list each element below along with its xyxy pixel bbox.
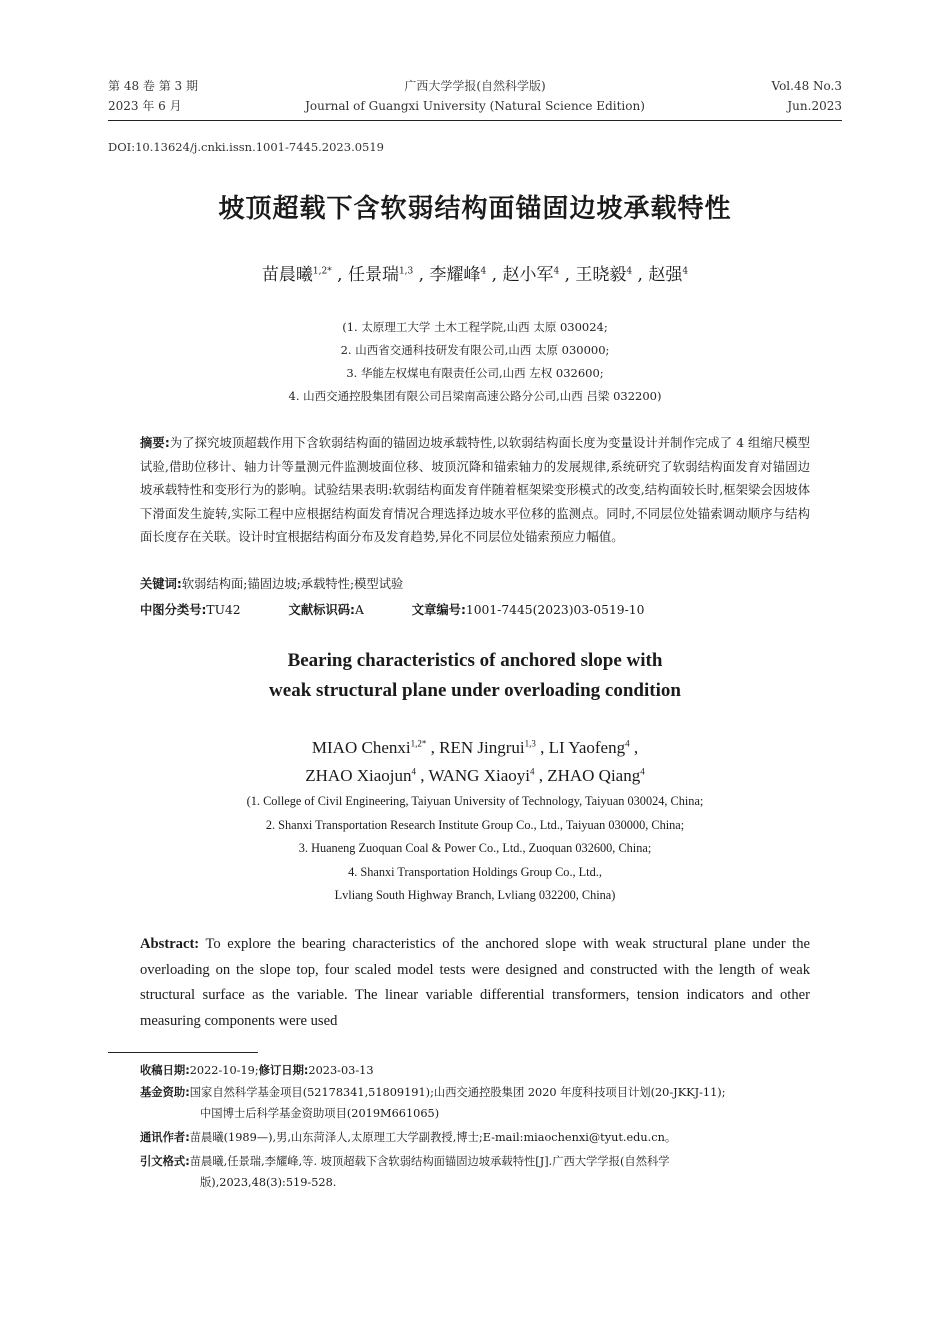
doc-code-value: A <box>354 603 364 617</box>
paper-title-cn: 坡顶超载下含软弱结构面锚固边坡承载特性 <box>218 194 732 224</box>
keywords-label: 关键词: <box>140 577 182 591</box>
classification-line <box>140 600 840 618</box>
publish-date-en: Jun.2023 <box>787 99 842 113</box>
authors-line: ZHAO Xiaojun$^4$ , WANG Xiaoyi$^4$ , ZHAO Qiang$^4$ <box>305 766 645 785</box>
authors-cn: 苗晨曦$^{1,2*}$ , 任景瑞$^{1,3}$ , 李耀峰$^4$ , 赵小军$^4$ , 王晓毅$^4$ , 赵强$^4$ <box>261 265 689 285</box>
article-number-value: 1001-7445(2023)03-0519-10 <box>465 603 645 617</box>
footnote-rule <box>108 1052 258 1053</box>
abstract-text-cn: 为了探究坡顶超载作用下含软弱结构面的锚固边坡承载特性,以软弱结构面长度为变量设计并制作完成了 4 组缩尺模型试验,借助位移计、轴力计等量测元件监测坡面位移、坡顶沉降和锚索轴力的发展规律,系统研究了软弱结构面发育对锚固边坡承载特性和变形行为的影响。试验结果表明:软弱结构面发育伴随着框架梁变形模式的改变,结构面较长时,框架梁会因坡体下滑面发生旋转,实际工程中应根据结构面发育情况合理选择边坡水平位移的监测点。同时,不同层位处锚索调动顺序与结构面长度存在关联。设计时宜根据结构面分布及发育趋势,异化不同层位处锚索预应力幅值。 <box>140 436 810 544</box>
author: ZHAO Qiang$^4$ <box>547 766 645 785</box>
doc-code-label: 文献标识码: <box>288 603 355 617</box>
affiliation: 4. 山西交通控股集团有限公司吕梁南高速公路分公司,山西 吕梁 032200) <box>288 389 662 403</box>
received-date: 2022-10-19; <box>189 1064 259 1077</box>
publish-date: 2023 年 6 月 <box>108 99 182 113</box>
author: ZHAO Xiaojun$^4$ <box>305 766 416 785</box>
clc-label: 中图分类号: <box>140 603 207 617</box>
title-line: Bearing characteristics of anchored slope with <box>287 650 663 671</box>
header-center <box>108 76 842 116</box>
citation-label: 引文格式: <box>140 1155 190 1168</box>
fund-text: 中国博士后科学基金资助项目(2019M661065) <box>200 1107 440 1120</box>
abstract-label-cn: 摘要: <box>140 436 170 450</box>
clc-group <box>140 603 241 617</box>
author: MIAO Chenxi$^{1,2*}$ <box>311 738 427 757</box>
paper-title-en <box>0 646 950 706</box>
revised-label: 修订日期: <box>258 1064 309 1077</box>
running-header <box>108 76 842 121</box>
volume-issue-en: Vol.48 No.3 <box>771 79 842 93</box>
author: 王晓毅$^4$ <box>575 265 633 285</box>
abstract-en <box>140 932 810 1034</box>
affiliation: 4. Shanxi Transportation Holdings Group Co., Ltd., <box>348 864 602 879</box>
footnote-corresponding <box>140 1127 845 1148</box>
author: 苗晨曦$^{1,2*}$ <box>261 265 332 285</box>
affiliation: 2. 山西省交通科技研发有限公司,山西 太原 030000; <box>340 343 610 357</box>
author: 赵强$^4$ <box>648 265 689 285</box>
affiliations-cn <box>0 316 950 408</box>
volume-issue: 第 48 卷 第 3 期 <box>108 79 198 93</box>
citation-text: 版),2023,48(3):519-528. <box>200 1176 337 1189</box>
abstract-text-en: To explore the bearing characteristics of the anchored slope with weak structural plane under the overloading on the slope top, four scaled model tests were designed and constructed with the length of weak structural surface as the variable. The linear variable differential transformers, tension indicators and other measuring components were used <box>140 936 810 1029</box>
affiliation: 3. 华能左权煤电有限责任公司,山西 左权 032600; <box>346 366 604 380</box>
keywords-cn <box>140 573 810 597</box>
received-label: 收稿日期: <box>140 1064 190 1077</box>
affiliation: (1. College of Civil Engineering, Taiyuan University of Technology, Taiyuan 030024, China; <box>246 794 704 808</box>
article-number-label: 文章编号: <box>411 603 466 617</box>
author: LI Yaofeng$^4$ <box>548 738 630 757</box>
footnote-citation <box>140 1151 845 1193</box>
keywords-text: 软弱结构面;锚固边坡;承载特性;模型试验 <box>181 577 404 591</box>
header-right <box>772 76 843 116</box>
revised-date: 2023-03-13 <box>308 1064 374 1077</box>
author: WANG Xiaoyi$^4$ <box>428 766 535 785</box>
citation-text: 苗晨曦,任景瑞,李耀峰,等. 坡顶超载下含软弱结构面锚固边坡承载特性[J].广西大学学报(自然科学 <box>189 1155 670 1168</box>
fund-text: 国家自然科学基金项目(52178341,51809191);山西交通控股集团 2020 年度科技项目计划(20-JKKJ-11); <box>189 1086 726 1099</box>
footnote-fund <box>140 1082 845 1124</box>
affiliation: (1. 太原理工大学 土木工程学院,山西 太原 030024; <box>342 320 608 334</box>
journal-name-cn: 广西大学学报(自然科学版) <box>404 79 546 93</box>
doi: DOI:10.13624/j.cnki.issn.1001-7445.2023.0519 <box>108 140 384 154</box>
clc-value: TU42 <box>206 603 241 617</box>
authors-en <box>0 734 950 790</box>
doc-code-group <box>289 603 364 617</box>
corresponding-text: 苗晨曦(1989—),男,山东菏泽人,太原理工大学副教授,博士;E-mail:miaochenxi@tyut.edu.cn。 <box>189 1131 677 1144</box>
fund-label: 基金资助: <box>140 1086 190 1099</box>
affiliation: 3. Huaneng Zuoquan Coal & Power Co., Ltd., Zuoquan 032600, China; <box>298 841 652 855</box>
corresponding-label: 通讯作者: <box>140 1131 190 1144</box>
authors-line: MIAO Chenxi$^{1,2*}$ , REN Jingrui$^{1,3}$ , LI Yaofeng$^4$ , <box>311 738 639 757</box>
author: REN Jingrui$^{1,3}$ <box>439 738 536 757</box>
author: 任景瑞$^{1,3}$ <box>347 265 414 285</box>
footnote-dates <box>140 1060 845 1081</box>
author: 李耀峰$^4$ <box>429 265 487 285</box>
abstract-label-en: Abstract: <box>140 936 200 952</box>
affiliation: 2. Shanxi Transportation Research Institute Group Co., Ltd., Taiyuan 030000, China; <box>265 817 685 832</box>
abstract-cn <box>140 432 810 550</box>
journal-name-en: Journal of Guangxi University (Natural Science Edition) <box>305 99 645 113</box>
affiliation: Lvliang South Highway Branch, Lvliang 032200, China) <box>334 888 616 902</box>
author: 赵小军$^4$ <box>502 265 560 285</box>
article-number-group <box>412 603 645 617</box>
affiliations-en <box>0 790 950 908</box>
title-line: weak structural plane under overloading condition <box>269 680 681 701</box>
